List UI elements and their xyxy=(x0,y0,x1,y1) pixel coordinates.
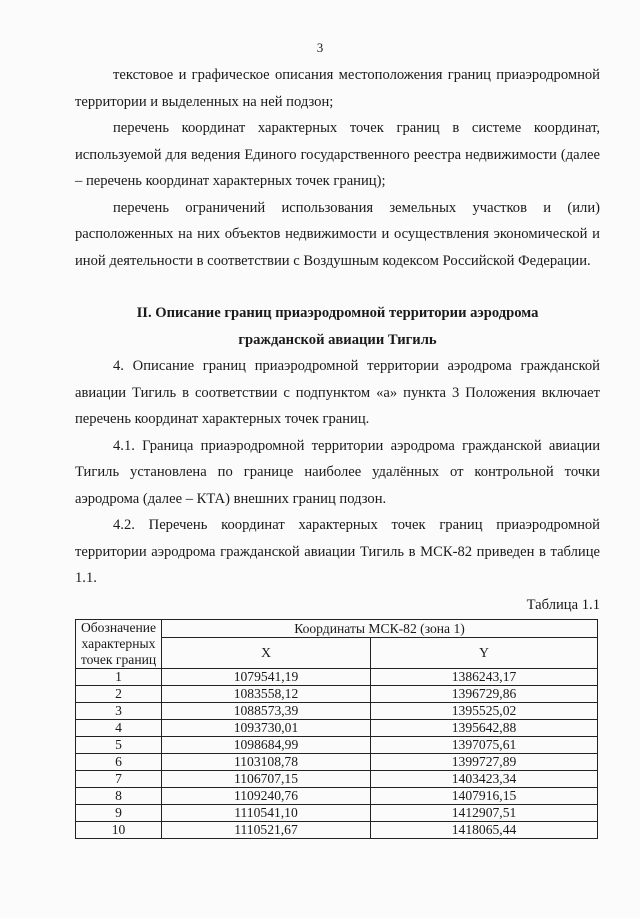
x-coordinate-cell: 1088573,39 xyxy=(162,703,371,720)
y-coordinate-cell: 1395642,88 xyxy=(371,720,598,737)
y-coordinate-cell: 1399727,89 xyxy=(371,754,598,771)
page-content xyxy=(75,62,600,839)
point-number-cell: 5 xyxy=(76,737,162,754)
column-header-coordinates: Координаты МСК-82 (зона 1) xyxy=(162,620,598,638)
point-number-cell: 4 xyxy=(76,720,162,737)
page-number: 3 xyxy=(316,40,324,55)
paragraph: текстовое и графическое описания местоположения границ приаэродромной территории и выделенных на ней подзон; xyxy=(75,67,600,110)
y-coordinate-cell: 1407916,15 xyxy=(371,788,598,805)
section-heading-line1: II. Описание границ приаэродромной территории аэродрома xyxy=(136,305,539,321)
table-row xyxy=(76,737,598,754)
table-row xyxy=(76,771,598,788)
table-row xyxy=(76,822,598,839)
x-coordinate-cell: 1109240,76 xyxy=(162,788,371,805)
column-header-point: Обозначение характерных точек границ xyxy=(76,620,162,669)
paragraph: 4. Описание границ приаэродромной территории аэродрома гражданской авиации Тигиль в соответствии с подпунктом «а» пункта 3 Положения включает перечень координат характерных точек границ. xyxy=(75,358,600,427)
section-spacer xyxy=(75,274,600,300)
x-coordinate-cell: 1093730,01 xyxy=(162,720,371,737)
x-coordinate-cell: 1110521,67 xyxy=(162,822,371,839)
table-row xyxy=(76,805,598,822)
y-coordinate-cell: 1412907,51 xyxy=(371,805,598,822)
table-caption: Таблица 1.1 xyxy=(526,596,600,613)
paragraph: перечень координат характерных точек границ в системе координат, используемой для ведения Единого государственного реестра недвижимости (далее – перечень координат характерных точек границ); xyxy=(75,120,600,189)
column-header-x: X xyxy=(162,638,371,669)
paragraph: 4.2. Перечень координат характерных точек границ приаэродромной территории аэродрома гражданской авиации Тигиль в МСК-82 приведен в таблице 1.1. xyxy=(75,517,600,586)
x-coordinate-cell: 1103108,78 xyxy=(162,754,371,771)
point-number-cell: 7 xyxy=(76,771,162,788)
table-row xyxy=(76,703,598,720)
paragraph: 4.1. Граница приаэродромной территории аэродрома гражданской авиации Тигиль установлена по границе наиболее удалённых от контрольной точки аэродрома (далее – КТА) внешних границ подзон. xyxy=(75,437,600,507)
paragraph: перечень ограничений использования земельных участков и (или) расположенных на них объектов недвижимости и осуществления экономической и иной деятельности в соответствии с Воздушным кодексом Российской Федерации. xyxy=(75,199,600,269)
x-coordinate-cell: 1079541,19 xyxy=(162,669,371,686)
x-coordinate-cell: 1110541,10 xyxy=(162,805,371,822)
x-coordinate-cell: 1106707,15 xyxy=(162,771,371,788)
table-row xyxy=(76,720,598,737)
table-body xyxy=(76,669,598,839)
point-number-cell: 3 xyxy=(76,703,162,720)
section-heading-line2: гражданской авиации Тигиль xyxy=(238,331,437,348)
x-coordinate-cell: 1083558,12 xyxy=(162,686,371,703)
point-number-cell: 9 xyxy=(76,805,162,822)
point-number-cell: 1 xyxy=(76,669,162,686)
y-coordinate-cell: 1403423,34 xyxy=(371,771,598,788)
x-coordinate-cell: 1098684,99 xyxy=(162,737,371,754)
y-coordinate-cell: 1396729,86 xyxy=(371,686,598,703)
y-coordinate-cell: 1418065,44 xyxy=(371,822,598,839)
y-coordinate-cell: 1386243,17 xyxy=(371,669,598,686)
table-row xyxy=(76,669,598,686)
table-row xyxy=(76,788,598,805)
y-coordinate-cell: 1397075,61 xyxy=(371,737,598,754)
coordinates-table xyxy=(75,619,598,839)
point-number-cell: 10 xyxy=(76,822,162,839)
point-number-cell: 6 xyxy=(76,754,162,771)
point-number-cell: 2 xyxy=(76,686,162,703)
table-row xyxy=(76,754,598,771)
point-number-cell: 8 xyxy=(76,788,162,805)
table-row xyxy=(76,686,598,703)
y-coordinate-cell: 1395525,02 xyxy=(371,703,598,720)
column-header-y: Y xyxy=(371,638,598,669)
